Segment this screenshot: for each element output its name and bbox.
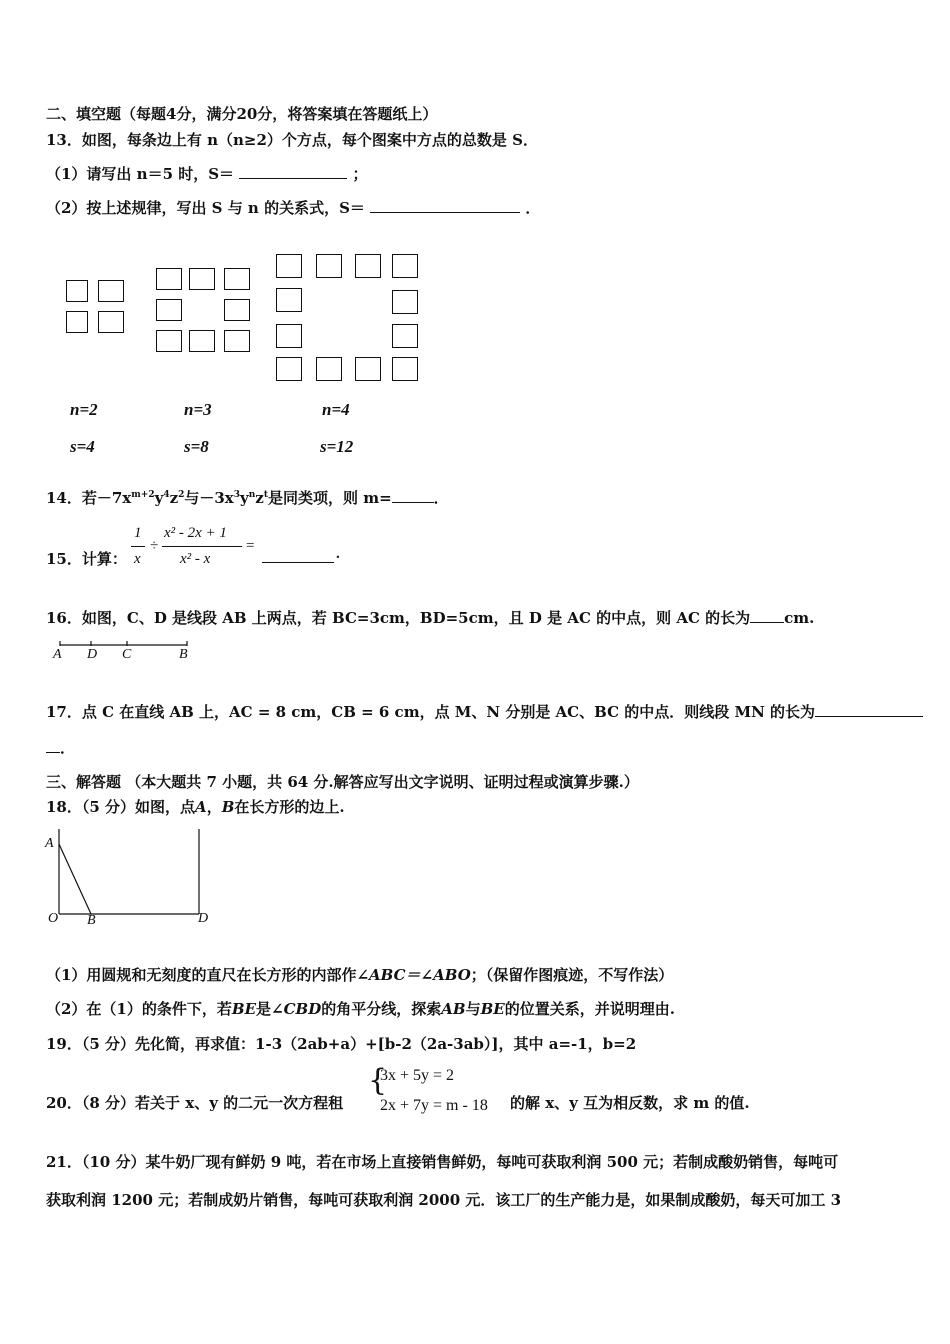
q18-text: ， xyxy=(206,798,222,816)
q18-text: BE xyxy=(480,1000,505,1018)
point-label: C xyxy=(122,647,132,662)
q20-suffix: 的解 x、y 互为相反数，求 m 的值. xyxy=(510,1094,750,1112)
dot-square xyxy=(276,357,302,381)
q13-part2-answer-blank[interactable] xyxy=(370,198,520,213)
dot-square xyxy=(224,330,250,352)
q18-text: 在长方形的边上. xyxy=(234,798,345,816)
q16 xyxy=(46,607,814,628)
q13-part2 xyxy=(46,197,540,218)
q18-angle: ∠ABC＝∠ABO xyxy=(356,966,471,984)
figure-s-label: s=12 xyxy=(320,437,354,456)
q18-text: 是 xyxy=(256,1000,272,1018)
q16-unit: cm. xyxy=(784,609,815,627)
dot-square xyxy=(156,330,182,352)
point-label: A xyxy=(53,647,62,662)
dot-square xyxy=(156,268,182,290)
dot-square xyxy=(276,254,302,278)
dot-square xyxy=(392,254,418,278)
q14-sup: 4 xyxy=(163,490,170,500)
q17-answer-blank[interactable] xyxy=(815,702,923,717)
q13-part2-suffix: ． xyxy=(525,199,541,217)
q15-answer-blank[interactable] xyxy=(262,548,334,563)
dot-square xyxy=(316,254,342,278)
q20-eq1: 3x + 5y = 2 xyxy=(380,1067,455,1084)
dot-square xyxy=(316,357,342,381)
q13-stem: 13．如图，每条边上有 n（n≥2）个方点，每个图案中方点的总数是 S． xyxy=(46,131,538,149)
q18-part1 xyxy=(46,964,673,985)
q18-text: ∠CBD xyxy=(271,1000,322,1018)
segment-ab xyxy=(59,844,91,914)
q15-den2: x² - x xyxy=(180,551,211,567)
q14-sup: m+2 xyxy=(131,490,155,500)
q18-part2 xyxy=(46,998,675,1019)
point-label: B xyxy=(87,913,96,928)
q15-prefix: 15．计算： xyxy=(46,550,127,568)
q18-text: 与 xyxy=(465,1000,481,1018)
q21-line1: 21．（10 分）某牛奶厂现有鲜奶 9 吨，若在市场上直接销售鲜奶，每吨可获取利润 500 元；若制成酸奶销售，每吨可 xyxy=(46,1153,839,1171)
dot-square xyxy=(276,324,302,348)
q13-part1-prefix: （1）请写出 n＝5 时，S＝ xyxy=(46,165,235,183)
dot-square xyxy=(98,311,124,333)
q20-prefix: 20．（8 分）若关于 x、y 的二元一次方程租 xyxy=(46,1094,344,1112)
dot-square xyxy=(392,324,418,348)
q13-part1-answer-blank[interactable] xyxy=(239,164,347,179)
dot-square xyxy=(392,290,418,314)
dot-square xyxy=(156,299,182,321)
point-label: D xyxy=(198,911,209,926)
q14-answer-blank[interactable] xyxy=(392,488,434,503)
q18-text: 的角平分线，探索 xyxy=(321,1000,442,1018)
point-label: D xyxy=(87,647,98,662)
dot-square xyxy=(98,280,124,302)
q14 xyxy=(46,487,449,508)
q14-text: 是同类项，则 m= xyxy=(268,489,392,507)
q18-text: （2）在（1）的条件下，若 xyxy=(46,1000,232,1018)
q14-text: y xyxy=(240,489,249,507)
dot-square xyxy=(224,299,250,321)
q19: 19．（5 分）先化简，再求值：1-3（2ab+a）+[b-2（2a-3ab）]，其中 a=-1，b=2 xyxy=(46,1035,637,1053)
q15-num1: 1 xyxy=(134,525,142,541)
q14-sup: n xyxy=(248,490,256,500)
point-label: O xyxy=(48,911,59,926)
section-3-title: 三、解答题 （本大题共 7 小题，共 64 分.解答应写出文字说明、证明过程或演算步骤.） xyxy=(46,773,639,791)
q18-text: 的位置关系，并说明理由. xyxy=(504,1000,675,1018)
q17-continuation xyxy=(46,737,75,758)
q14-sup: 3 xyxy=(233,490,241,500)
q18-point-a: A xyxy=(195,798,207,816)
q14-text: 与－3x xyxy=(184,489,234,507)
brace-icon: { xyxy=(368,1063,388,1098)
dot-square xyxy=(66,311,88,333)
q13-part1 xyxy=(46,163,368,184)
q14-sup: t xyxy=(263,490,268,500)
q14-text: 14．若－7x xyxy=(46,489,132,507)
q17 xyxy=(46,701,923,722)
q17-answer-blank-cont[interactable] xyxy=(46,738,60,753)
q18-rectangle-figure xyxy=(50,826,210,921)
dot-square xyxy=(224,268,250,290)
q18-text: AB xyxy=(441,1000,466,1018)
dot-square xyxy=(189,268,215,290)
q14-text: ． xyxy=(433,489,449,507)
dot-square xyxy=(66,280,88,302)
q16-answer-blank[interactable] xyxy=(750,608,784,623)
dot-square xyxy=(189,330,215,352)
q18-text: 18．（5 分）如图，点 xyxy=(46,798,196,816)
fraction-bar xyxy=(162,546,242,547)
q17-text: 17．点 C 在直线 AB 上，AC = 8 cm，CB = 6 cm，点 M、N 分别是 AC、BC 的中点．则线段 MN 的长为 xyxy=(46,703,816,721)
q18-point-b: B xyxy=(221,798,235,816)
q15-eq: = xyxy=(246,538,255,554)
q17-end: ． xyxy=(60,739,76,757)
figure-n-label: n=2 xyxy=(70,400,98,419)
point-label: B xyxy=(179,647,188,662)
q14-text: z xyxy=(255,489,264,507)
q15-den1: x xyxy=(134,551,141,567)
q18-text: ；（保留作图痕迹，不写作法） xyxy=(470,966,674,984)
q20-eq2: 2x + 7y = m - 18 xyxy=(380,1097,488,1114)
q14-sup: 2 xyxy=(178,490,185,500)
figure-s-label: s=4 xyxy=(70,437,95,456)
q15-num2: x² - 2x + 1 xyxy=(164,525,227,541)
fraction-bar xyxy=(131,546,145,547)
q18-text: BE xyxy=(231,1000,257,1018)
point-label: A xyxy=(45,836,54,851)
dot-square xyxy=(355,357,381,381)
q14-text: y xyxy=(154,489,164,507)
figure-s-label: s=8 xyxy=(184,437,209,456)
q15-end: . xyxy=(336,546,340,562)
dot-square xyxy=(276,288,302,312)
q18-stem xyxy=(46,796,345,817)
figure-n-label: n=3 xyxy=(184,400,212,419)
dot-square xyxy=(392,357,418,381)
figure-n-label: n=4 xyxy=(322,400,350,419)
q13-part2-prefix: （2）按上述规律，写出 S 与 n 的关系式，S＝ xyxy=(46,199,365,217)
q21-line2: 获取利润 1200 元；若制成奶片销售，每吨可获取利润 2000 元．该工厂的生产能力是，如果制成酸奶，每天可加工 3 xyxy=(46,1191,842,1209)
q13-part1-suffix: ； xyxy=(352,165,368,183)
q16-text: 16．如图，C、D 是线段 AB 上两点，若 BC=3cm，BD=5cm，且 D 是 AC 的中点，则 AC 的长为 xyxy=(46,609,751,627)
q14-text: z xyxy=(169,489,179,507)
q15-op: ÷ xyxy=(150,538,159,554)
dot-square xyxy=(355,254,381,278)
section-2-title: 二、填空题（每题4分，满分20分，将答案填在答题纸上） xyxy=(46,105,438,123)
q18-text: （1）用圆规和无刻度的直尺在长方形的内部作 xyxy=(46,966,357,984)
